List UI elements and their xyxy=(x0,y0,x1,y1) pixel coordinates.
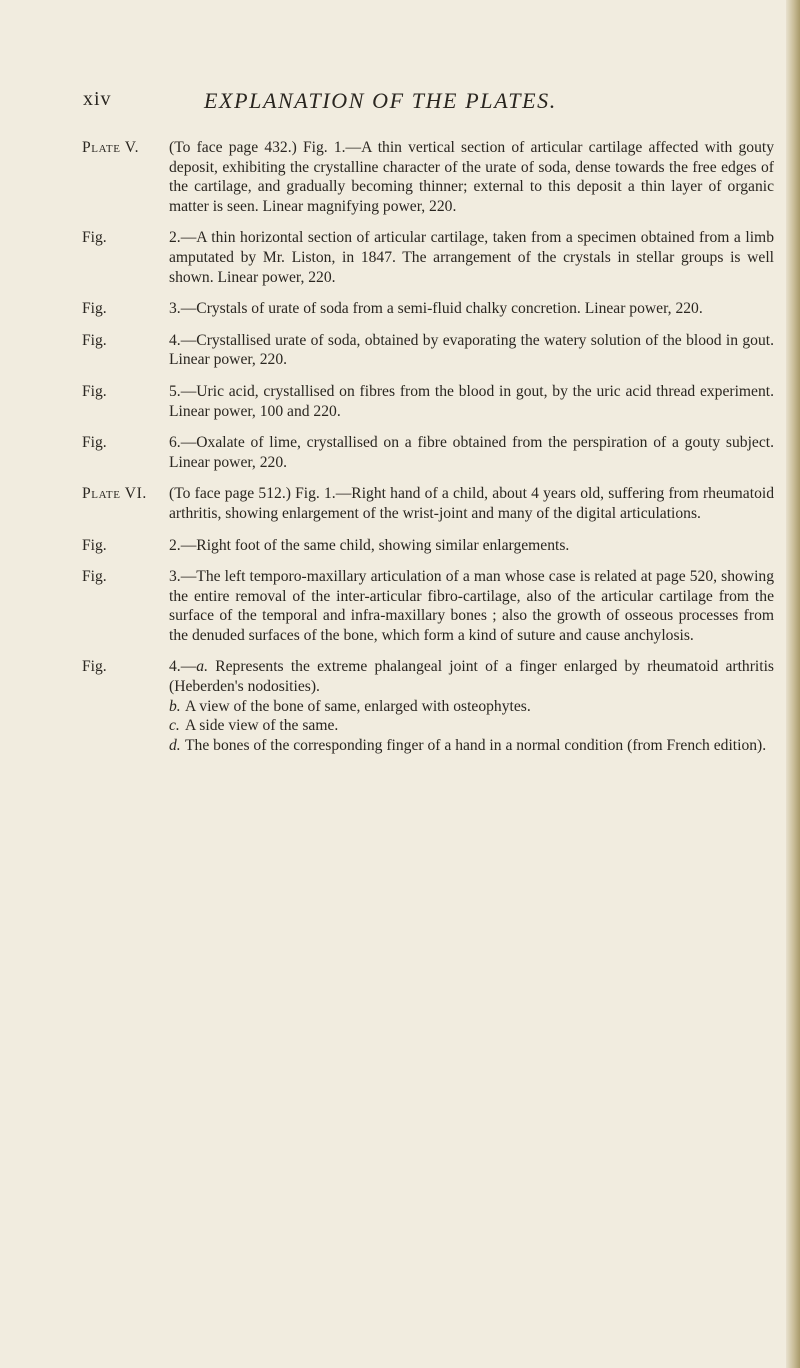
sub-item-text: A view of the bone of same, enlarged with osteophytes. xyxy=(185,697,531,715)
entry-label: Fig. xyxy=(82,331,107,349)
entry-text: (To face page 432.) Fig. 1.—A thin vertical section of articular cartilage affected with gouty deposit, exhibiting the crystalline character of the urate of soda, dense towards the free edges of the cartilage, and gradually becoming thinner; external to this deposit a thin layer of organic matter is seen. Linear magnifying power, 220. xyxy=(169,139,774,215)
entry-plate-vi-fig-4 xyxy=(82,657,774,755)
sub-letter: b. xyxy=(169,697,181,715)
entry-plate-v-fig-2 xyxy=(82,228,774,287)
sub-list xyxy=(169,697,774,756)
entry-label: Plate VI. xyxy=(82,485,147,503)
plates-explanation xyxy=(82,138,774,767)
entry-plate-vi xyxy=(82,484,774,523)
entry-label: Fig. xyxy=(82,434,107,452)
entry-label: Fig. xyxy=(82,300,107,318)
page-edge xyxy=(786,0,800,1368)
entry-label: Fig. xyxy=(82,382,107,400)
sub-letter: d. xyxy=(169,736,181,754)
entry-plate-v-fig-5 xyxy=(82,382,774,421)
entry-label: Fig. xyxy=(82,658,107,676)
entry-text xyxy=(169,657,774,696)
entry-text: 4.—Crystallised urate of soda, obtained by evaporating the watery solution of the blood in gout. Linear power, 220. xyxy=(169,331,774,369)
page-number: xiv xyxy=(83,88,112,110)
entry-text-prefix: 4.— xyxy=(169,658,197,676)
entry-text: 6.—Oxalate of lime, crystallised on a fibre obtained from the perspiration of a gouty subject. Linear power, 220. xyxy=(169,434,774,471)
entry-label: Fig. xyxy=(82,536,107,554)
entry-text: 2.—A thin horizontal section of articular cartilage, taken from a specimen obtained from a limb amputated by Mr. Liston, in 1847. The arrangement of the crystals in stellar groups is well shown. Linear power, 220. xyxy=(169,229,774,286)
sub-item-text: The bones of the corresponding finger of a hand in a normal condition (from French edition). xyxy=(185,736,767,754)
entry-plate-v-fig-6 xyxy=(82,433,774,472)
sub-item-b xyxy=(169,697,774,717)
running-head: EXPLANATION OF THE PLATES. xyxy=(204,88,557,113)
page-header xyxy=(0,88,800,118)
entry-plate-v-fig-4 xyxy=(82,331,774,370)
entry-text: (To face page 512.) Fig. 1.—Right hand of a child, about 4 years old, suffering from rheumatoid arthritis, showing enlargement of the wrist-joint and many of the digital articulations. xyxy=(169,485,774,522)
entry-text: 5.—Uric acid, crystallised on fibres from the blood in gout, by the uric acid thread experiment. Linear power, 100 and 220. xyxy=(169,382,774,420)
sub-item-d xyxy=(169,736,774,756)
entry-label: Fig. xyxy=(82,229,107,247)
entry-plate-vi-fig-3 xyxy=(82,567,774,645)
entry-label: Fig. xyxy=(82,568,107,586)
entry-text: 2.—Right foot of the same child, showing similar enlargements. xyxy=(169,536,570,554)
entry-text-body: Represents the extreme phalangeal joint of a finger enlarged by rheumatoid arthritis (Heberden's nodosities). xyxy=(169,658,774,696)
sub-letter: c. xyxy=(169,717,180,735)
sub-item-c xyxy=(169,716,774,736)
sub-item-text: A side view of the same. xyxy=(185,717,339,735)
entry-label: Plate V. xyxy=(82,139,140,156)
entry-text: 3.—Crystals of urate of soda from a semi-fluid chalky concretion. Linear power, 220. xyxy=(169,300,703,318)
entry-text: 3.—The left temporo-maxillary articulation of a man whose case is related at page 520, showing the entire removal of the inter-articular fibro-cartilage, also of the articular cartilage from the surface of the temporal and infra-maxillary bones ; also the growth of osseous processes from the denuded surfaces of the bone, which form a kind of suture and cause anchylosis. xyxy=(169,568,774,644)
sub-letter: a. xyxy=(196,658,208,676)
entry-plate-v xyxy=(82,138,774,216)
entry-plate-vi-fig-2 xyxy=(82,536,774,556)
entry-plate-v-fig-3 xyxy=(82,299,774,319)
